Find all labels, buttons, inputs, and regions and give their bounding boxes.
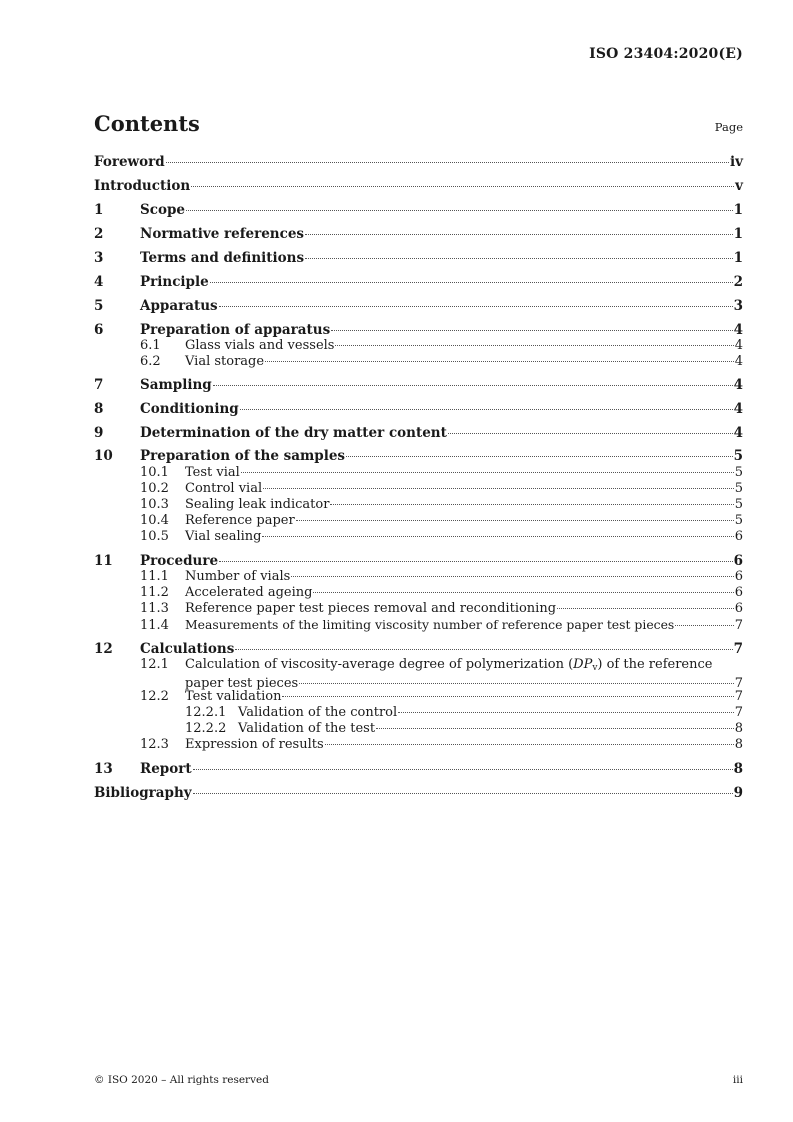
toc-entry-9[interactable]: 9 Determination of the dry matter content 4 [94, 425, 743, 441]
toc-entry-10-3[interactable]: 10.3 Sealing leak indicator 5 [140, 497, 743, 512]
toc-entry-5[interactable]: 5 Apparatus 3 [94, 298, 743, 314]
page-footer [94, 1074, 743, 1086]
toc-entry-10-1[interactable]: 10.1 Test vial 5 [140, 465, 743, 480]
toc-entry-10-2[interactable]: 10.2 Control vial 5 [140, 481, 743, 496]
toc-entry-6-2[interactable]: 6.2 Vial storage 4 [140, 354, 743, 369]
contents-title: Contents [94, 111, 200, 136]
toc-entry-3[interactable]: 3 Terms and definitions 1 [94, 250, 743, 266]
toc-entry-6[interactable]: 6 Preparation of apparatus 4 [94, 322, 743, 338]
toc-entry-8[interactable]: 8 Conditioning 4 [94, 401, 743, 417]
toc-entry-11-3[interactable]: 11.3 Reference paper test pieces removal and reconditioning 6 [140, 601, 743, 616]
toc-entry-12-2[interactable]: 12.2 Test validation 7 [140, 689, 743, 704]
toc-entry-12-2-1[interactable]: 12.2.1 Validation of the control 7 [185, 705, 743, 720]
toc-entry-12[interactable]: 12 Calculations 7 [94, 641, 743, 657]
toc-entry-11-4[interactable]: 11.4 Measurements of the limiting viscosity number of reference paper test pieces 7 [140, 617, 743, 633]
toc-entry-6-1[interactable]: 6.1 Glass vials and vessels 4 [140, 338, 743, 353]
toc-entry-bibliography[interactable]: Bibliography 9 [94, 785, 743, 801]
page-number: iii [732, 1074, 743, 1086]
toc-entry-introduction[interactable]: Introduction v [94, 178, 743, 194]
toc-entry-10[interactable]: 10 Preparation of the samples 5 [94, 448, 743, 464]
toc-entry-13[interactable]: 13 Report 8 [94, 761, 743, 777]
toc-entry-10-4[interactable]: 10.4 Reference paper 5 [140, 513, 743, 528]
toc-entry-foreword[interactable]: Foreword iv [94, 154, 743, 170]
contents-header [94, 111, 743, 136]
standard-reference: ISO 23404:2020(E) [589, 46, 743, 62]
page-column-label: Page [714, 120, 743, 134]
toc-entry-12-1[interactable]: 12.1 Calculation of viscosity-average degree of polymerization $(DP_v)$ of the reference paper test pieces 7 [140, 657, 743, 691]
toc-entry-11-1[interactable]: 11.1 Number of vials 6 [140, 569, 743, 584]
toc-entry-1[interactable]: 1 Scope 1 [94, 202, 743, 218]
toc-entry-4[interactable]: 4 Principle 2 [94, 274, 743, 290]
toc-entry-12-3[interactable]: 12.3 Expression of results 8 [140, 737, 743, 752]
toc-entry-10-5[interactable]: 10.5 Vial sealing 6 [140, 529, 743, 544]
toc-entry-7[interactable]: 7 Sampling 4 [94, 377, 743, 393]
toc-entry-11-2[interactable]: 11.2 Accelerated ageing 6 [140, 585, 743, 600]
toc-entry-12-2-2[interactable]: 12.2.2 Validation of the test 8 [185, 721, 743, 736]
toc-entry-11[interactable]: 11 Procedure 6 [94, 553, 743, 569]
copyright-notice: © ISO 2020 – All rights reserved [94, 1074, 269, 1086]
toc-entry-2[interactable]: 2 Normative references 1 [94, 226, 743, 242]
